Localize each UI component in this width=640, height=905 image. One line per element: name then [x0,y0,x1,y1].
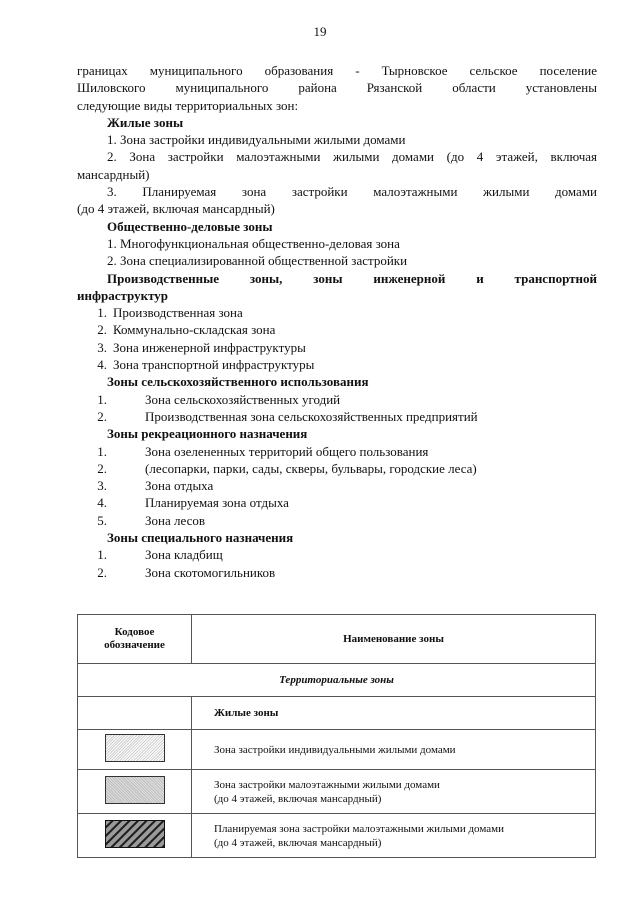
list-item: 2. Зона застройки малоэтажными жилыми домами (до 4 этажей, включая [107,149,597,165]
section-heading-business: Общественно-деловые зоны [107,218,273,234]
header-zone-name: Наименование зоны [192,615,596,664]
hatch-light-symbol [105,734,165,762]
intro-line: границах муниципального образования - Тырновское сельское поселение [77,63,597,78]
section-heading-special: Зоны специального назначения [107,530,294,546]
table-row [78,730,596,770]
table-subsection-row [78,697,596,730]
list-item: 2. Зона специализированной общественной застройки [107,253,408,269]
list-item: 4. Зона транспортной инфраструктуры [97,357,315,373]
document-body [77,62,597,581]
list-item: 1. Зона сельскохозяйственных угодий [97,391,341,407]
list-item: 3. Зона отдыха [97,478,214,494]
list-item: 3. Зона инженерной инфраструктуры [97,339,306,355]
list-item: 1. Зона застройки индивидуальными жилыми домами [107,132,406,148]
header-code: Кодовое обозначение [78,615,192,664]
list-item: 1. Зона озелененных территорий общего пользования [97,443,429,459]
list-item: 2. Зона скотомогильников [97,564,276,580]
section-heading-industrial: Производственные зоны, зоны инженерной и транспортной [107,270,597,286]
intro-line: следующие виды территориальных зон: [77,97,299,113]
page-number: 19 [313,24,327,39]
section-heading-residential: Жилые зоны [107,114,184,130]
zone-name: Зона застройки индивидуальными жилыми домами [192,730,596,770]
zone-name: Планируемая зона застройки малоэтажными жилыми домами (до 4 этажей, включая мансардный) [192,814,596,858]
hatch-dark-symbol [105,820,165,848]
list-item: 1. Многофункциональная общественно-деловая зона [107,235,400,251]
list-item: 2. (лесопарки, парки, сады, скверы, бульвары, городские леса) [97,460,477,476]
table-header-row [78,615,596,664]
table-row [78,770,596,814]
section-heading-industrial-cont: инфраструктур [77,287,169,303]
list-item: 3. Планируемая зона застройки малоэтажными жилыми домами [107,184,597,200]
zone-name: Зона застройки малоэтажными жилыми домами (до 4 этажей, включая мансардный) [192,770,596,814]
table-row [78,814,596,858]
list-item-continuation: мансардный) [77,166,150,182]
section-heading-recreation: Зоны рекреационного назначения [107,426,308,442]
section-heading-agricultural: Зоны сельскохозяйственного использования [107,374,369,390]
list-item: 2. Коммунально-складская зона [97,322,276,338]
table-section-row [78,664,596,697]
list-item: 1. Зона кладбищ [97,547,223,563]
list-item: 2. Производственная зона сельскохозяйственных предприятий [97,408,478,424]
list-item: 5. Зона лесов [97,512,205,528]
subsection-title: Жилые зоны [192,697,596,730]
hatch-medium-symbol [105,776,165,804]
intro-line: Шиловского муниципального района Рязанской области установлены [77,80,597,96]
list-item-continuation: (до 4 этажей, включая мансардный) [77,201,275,217]
zones-legend-table [77,614,596,858]
section-title: Территориальные зоны [78,664,596,697]
list-item: 1. Производственная зона [97,305,243,321]
list-item: 4. Планируемая зона отдыха [97,495,289,511]
